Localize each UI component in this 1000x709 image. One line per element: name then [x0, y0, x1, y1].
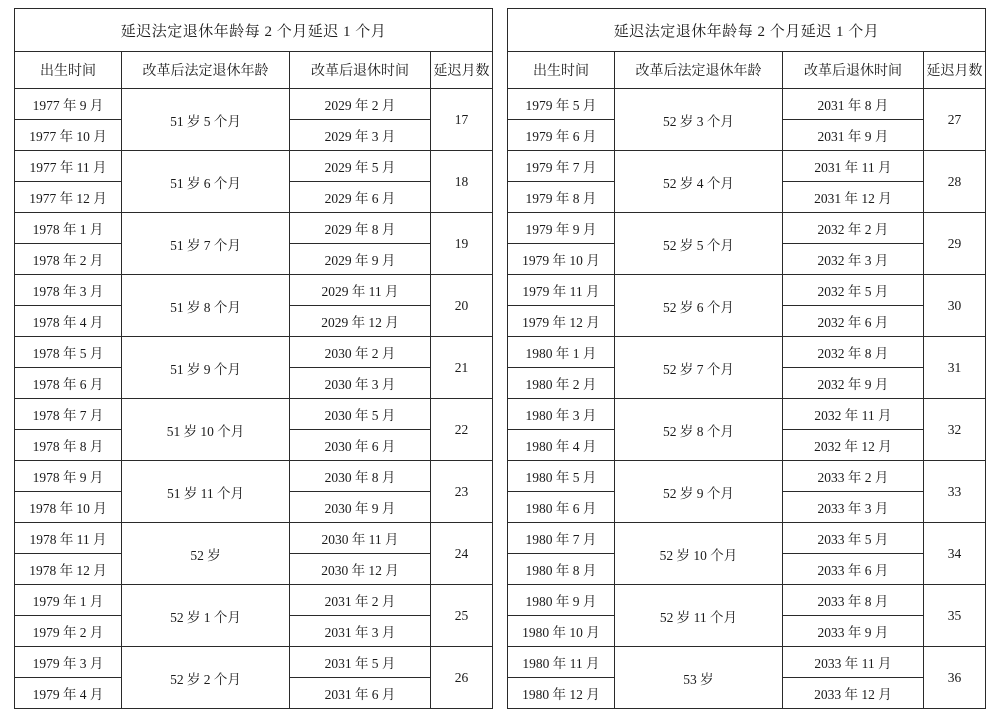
retirement-age-cell: 51 岁 7 个月: [122, 213, 290, 275]
column-header-1: 改革后法定退休年龄: [122, 52, 290, 89]
retirement-date-cell: 2031 年 6 月: [290, 678, 431, 709]
table-row: [15, 647, 493, 678]
birth-date-cell: 1979 年 11 月: [507, 275, 614, 306]
delay-months-cell: 30: [923, 275, 985, 337]
table-row: [15, 585, 493, 616]
birth-date-cell: 1980 年 5 月: [507, 461, 614, 492]
retirement-date-cell: 2029 年 12 月: [290, 306, 431, 337]
birth-date-cell: 1980 年 10 月: [507, 616, 614, 647]
delay-months-cell: 28: [923, 151, 985, 213]
birth-date-cell: 1978 年 6 月: [15, 368, 122, 399]
retirement-date-cell: 2033 年 11 月: [782, 647, 923, 678]
birth-date-cell: 1978 年 5 月: [15, 337, 122, 368]
delay-months-cell: 26: [431, 647, 493, 709]
birth-date-cell: 1979 年 12 月: [507, 306, 614, 337]
retirement-date-cell: 2031 年 3 月: [290, 616, 431, 647]
retirement-age-cell: 51 岁 9 个月: [122, 337, 290, 399]
birth-date-cell: 1980 年 6 月: [507, 492, 614, 523]
retirement-date-cell: 2033 年 8 月: [782, 585, 923, 616]
retirement-date-cell: 2030 年 12 月: [290, 554, 431, 585]
birth-date-cell: 1978 年 9 月: [15, 461, 122, 492]
birth-date-cell: 1978 年 8 月: [15, 430, 122, 461]
table-title: 延迟法定退休年龄每 2 个月延迟 1 个月: [507, 9, 985, 52]
delay-months-cell: 23: [431, 461, 493, 523]
retirement-age-cell: 52 岁 11 个月: [614, 585, 782, 647]
delay-months-cell: 31: [923, 337, 985, 399]
birth-date-cell: 1980 年 1 月: [507, 337, 614, 368]
delay-months-cell: 27: [923, 89, 985, 151]
retirement-date-cell: 2031 年 8 月: [782, 89, 923, 120]
delay-months-cell: 18: [431, 151, 493, 213]
column-header-3: 延迟月数: [431, 52, 493, 89]
retirement-date-cell: 2030 年 8 月: [290, 461, 431, 492]
birth-date-cell: 1978 年 3 月: [15, 275, 122, 306]
retirement-date-cell: 2033 年 9 月: [782, 616, 923, 647]
birth-date-cell: 1979 年 4 月: [15, 678, 122, 709]
retirement-table: [14, 8, 493, 709]
birth-date-cell: 1980 年 11 月: [507, 647, 614, 678]
birth-date-cell: 1979 年 2 月: [15, 616, 122, 647]
retirement-age-cell: 51 岁 8 个月: [122, 275, 290, 337]
retirement-date-cell: 2032 年 2 月: [782, 213, 923, 244]
column-header-2: 改革后退休时间: [782, 52, 923, 89]
retirement-date-cell: 2030 年 11 月: [290, 523, 431, 554]
retirement-date-cell: 2032 年 5 月: [782, 275, 923, 306]
retirement-date-cell: 2033 年 3 月: [782, 492, 923, 523]
column-header-0: 出生时间: [507, 52, 614, 89]
retirement-date-cell: 2029 年 2 月: [290, 89, 431, 120]
retirement-date-cell: 2031 年 2 月: [290, 585, 431, 616]
retirement-age-cell: 52 岁 8 个月: [614, 399, 782, 461]
birth-date-cell: 1978 年 1 月: [15, 213, 122, 244]
retirement-date-cell: 2032 年 12 月: [782, 430, 923, 461]
retirement-age-cell: 52 岁 9 个月: [614, 461, 782, 523]
retirement-age-cell: 51 岁 10 个月: [122, 399, 290, 461]
birth-date-cell: 1980 年 4 月: [507, 430, 614, 461]
delay-months-cell: 34: [923, 523, 985, 585]
table-row: [507, 151, 985, 182]
birth-date-cell: 1979 年 10 月: [507, 244, 614, 275]
column-header-2: 改革后退休时间: [290, 52, 431, 89]
table-row: [507, 585, 985, 616]
column-header-0: 出生时间: [15, 52, 122, 89]
table-row: [15, 89, 493, 120]
delay-months-cell: 22: [431, 399, 493, 461]
birth-date-cell: 1979 年 3 月: [15, 647, 122, 678]
birth-date-cell: 1980 年 12 月: [507, 678, 614, 709]
table-row: [507, 461, 985, 492]
table-row: [507, 399, 985, 430]
retirement-date-cell: 2033 年 6 月: [782, 554, 923, 585]
retirement-date-cell: 2030 年 6 月: [290, 430, 431, 461]
birth-date-cell: 1978 年 4 月: [15, 306, 122, 337]
retirement-date-cell: 2030 年 5 月: [290, 399, 431, 430]
retirement-age-cell: 53 岁: [614, 647, 782, 709]
birth-date-cell: 1977 年 11 月: [15, 151, 122, 182]
birth-date-cell: 1977 年 10 月: [15, 120, 122, 151]
retirement-age-cell: 52 岁: [122, 523, 290, 585]
retirement-age-cell: 52 岁 3 个月: [614, 89, 782, 151]
retirement-date-cell: 2029 年 8 月: [290, 213, 431, 244]
birth-date-cell: 1980 年 9 月: [507, 585, 614, 616]
retirement-age-cell: 52 岁 7 个月: [614, 337, 782, 399]
retirement-date-cell: 2032 年 11 月: [782, 399, 923, 430]
table-row: [15, 275, 493, 306]
table-row: [507, 337, 985, 368]
retirement-date-cell: 2029 年 6 月: [290, 182, 431, 213]
retirement-date-cell: 2030 年 2 月: [290, 337, 431, 368]
table-row: [15, 399, 493, 430]
delay-months-cell: 19: [431, 213, 493, 275]
birth-date-cell: 1978 年 10 月: [15, 492, 122, 523]
birth-date-cell: 1979 年 8 月: [507, 182, 614, 213]
retirement-date-cell: 2033 年 2 月: [782, 461, 923, 492]
retirement-date-cell: 2031 年 9 月: [782, 120, 923, 151]
delay-months-cell: 20: [431, 275, 493, 337]
retirement-date-cell: 2032 年 6 月: [782, 306, 923, 337]
retirement-age-cell: 51 岁 6 个月: [122, 151, 290, 213]
delay-months-cell: 17: [431, 89, 493, 151]
retirement-schedule-table-left: [14, 8, 493, 709]
retirement-date-cell: 2033 年 5 月: [782, 523, 923, 554]
delay-months-cell: 21: [431, 337, 493, 399]
retirement-date-cell: 2029 年 5 月: [290, 151, 431, 182]
delay-months-cell: 33: [923, 461, 985, 523]
retirement-date-cell: 2032 年 9 月: [782, 368, 923, 399]
retirement-date-cell: 2031 年 11 月: [782, 151, 923, 182]
retirement-schedule-table-right: [507, 8, 986, 709]
table-row: [507, 523, 985, 554]
retirement-age-cell: 52 岁 2 个月: [122, 647, 290, 709]
birth-date-cell: 1980 年 2 月: [507, 368, 614, 399]
retirement-age-cell: 52 岁 10 个月: [614, 523, 782, 585]
table-row: [15, 151, 493, 182]
birth-date-cell: 1979 年 5 月: [507, 89, 614, 120]
birth-date-cell: 1978 年 2 月: [15, 244, 122, 275]
birth-date-cell: 1978 年 11 月: [15, 523, 122, 554]
column-header-3: 延迟月数: [923, 52, 985, 89]
birth-date-cell: 1980 年 3 月: [507, 399, 614, 430]
table-row: [507, 647, 985, 678]
retirement-date-cell: 2029 年 3 月: [290, 120, 431, 151]
birth-date-cell: 1979 年 6 月: [507, 120, 614, 151]
retirement-age-cell: 52 岁 5 个月: [614, 213, 782, 275]
birth-date-cell: 1978 年 7 月: [15, 399, 122, 430]
delay-months-cell: 35: [923, 585, 985, 647]
column-header-1: 改革后法定退休年龄: [614, 52, 782, 89]
retirement-date-cell: 2031 年 12 月: [782, 182, 923, 213]
birth-date-cell: 1978 年 12 月: [15, 554, 122, 585]
retirement-date-cell: 2029 年 9 月: [290, 244, 431, 275]
retirement-age-cell: 52 岁 1 个月: [122, 585, 290, 647]
retirement-table: [507, 8, 986, 709]
table-row: [507, 213, 985, 244]
birth-date-cell: 1977 年 12 月: [15, 182, 122, 213]
delay-months-cell: 32: [923, 399, 985, 461]
retirement-date-cell: 2030 年 9 月: [290, 492, 431, 523]
delay-months-cell: 24: [431, 523, 493, 585]
table-row: [15, 337, 493, 368]
retirement-date-cell: 2032 年 3 月: [782, 244, 923, 275]
retirement-date-cell: 2031 年 5 月: [290, 647, 431, 678]
delay-months-cell: 29: [923, 213, 985, 275]
retirement-date-cell: 2032 年 8 月: [782, 337, 923, 368]
delay-months-cell: 25: [431, 585, 493, 647]
table-row: [15, 461, 493, 492]
birth-date-cell: 1979 年 1 月: [15, 585, 122, 616]
birth-date-cell: 1977 年 9 月: [15, 89, 122, 120]
birth-date-cell: 1980 年 7 月: [507, 523, 614, 554]
table-title: 延迟法定退休年龄每 2 个月延迟 1 个月: [15, 9, 493, 52]
birth-date-cell: 1979 年 9 月: [507, 213, 614, 244]
retirement-age-cell: 52 岁 6 个月: [614, 275, 782, 337]
table-row: [15, 213, 493, 244]
retirement-date-cell: 2029 年 11 月: [290, 275, 431, 306]
table-row: [15, 523, 493, 554]
birth-date-cell: 1979 年 7 月: [507, 151, 614, 182]
birth-date-cell: 1980 年 8 月: [507, 554, 614, 585]
retirement-date-cell: 2030 年 3 月: [290, 368, 431, 399]
table-row: [507, 89, 985, 120]
retirement-age-cell: 52 岁 4 个月: [614, 151, 782, 213]
retirement-date-cell: 2033 年 12 月: [782, 678, 923, 709]
retirement-age-cell: 51 岁 11 个月: [122, 461, 290, 523]
retirement-age-cell: 51 岁 5 个月: [122, 89, 290, 151]
table-row: [507, 275, 985, 306]
delay-months-cell: 36: [923, 647, 985, 709]
